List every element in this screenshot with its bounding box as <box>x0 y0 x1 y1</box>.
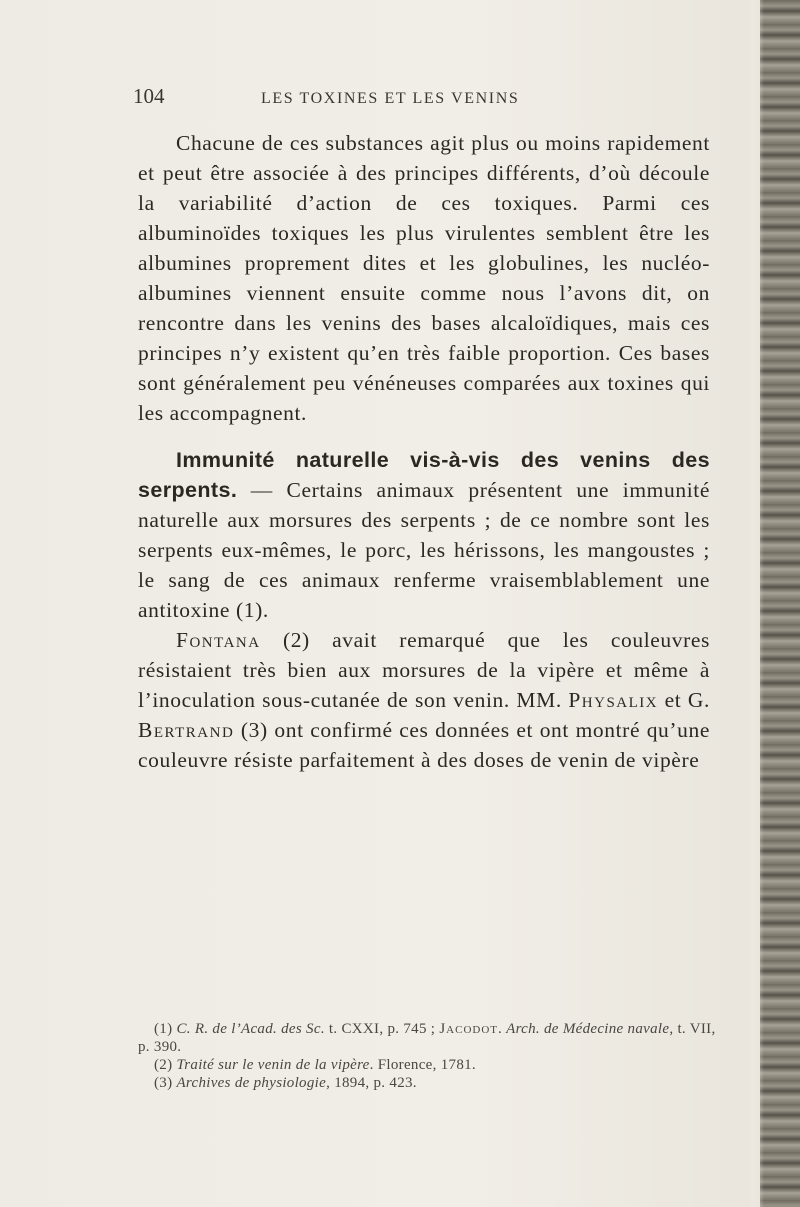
footnote-2 <box>138 1056 718 1074</box>
footnote-1-text2: . <box>498 1021 507 1037</box>
paragraph-1: Chacune de ces substances agit plus ou moins rapidement et peut être associée à des principes différents, d’où découle la variabilité d’action de ces toxiques. Parmi ces albuminoïdes toxiques les plus virulentes semblent être les albumines proprement dites et les globulines, les nucléo-albumines viennent ensuite comme nous l’avons dit, on rencontre dans les venins des bases alcaloïdiques, mais ces principes n’y existent qu’en très faible proportion. Ces bases sont généralement peu vénéneuses comparées aux toxines qui les accompagnent. <box>138 131 710 425</box>
footnote-1-author: Jacodot <box>439 1021 498 1037</box>
page-header <box>133 84 723 114</box>
footnotes <box>138 1020 718 1092</box>
footnote-1 <box>138 1020 718 1056</box>
footnote-3-number: (3) <box>154 1075 177 1091</box>
author-bertrand: Bertrand <box>138 718 235 742</box>
paragraph-3-text-c: (3) ont confirmé ces données et ont montré qu’une couleuvre résiste parfaitement à des doses de venin de vipère <box>138 718 710 772</box>
author-physalix: Physalix <box>568 688 659 712</box>
footnote-1-text3: , t. VII, p. 390. <box>138 1021 716 1055</box>
paragraph-3-text-b: et G. <box>658 688 710 712</box>
running-title: LES TOXINES ET LES VENINS <box>261 90 520 107</box>
footnote-2-text: . Florence, 1781. <box>369 1057 476 1073</box>
book-edge <box>760 0 800 1207</box>
footnote-1-text: t. CXXI, p. 745 ; <box>324 1021 440 1037</box>
paragraph-3 <box>138 625 710 775</box>
footnote-3-text: , 1894, p. 423. <box>326 1075 417 1091</box>
footnote-2-title: Traité sur le venin de la vipère <box>176 1057 370 1073</box>
footnote-1-number: (1) <box>154 1021 177 1037</box>
footnote-1-title2: Arch. de Médecine navale <box>506 1021 670 1037</box>
paragraph-2 <box>138 445 710 625</box>
footnote-1-title: C. R. de l’Acad. des Sc. <box>176 1021 325 1037</box>
page-number: 104 <box>133 84 165 108</box>
body-text <box>138 128 710 775</box>
section-heading: Immunité naturelle vis-à-vis des venins des serpents. <box>138 448 710 502</box>
section-text: — Certains animaux présentent une immunité naturelle aux morsures des serpents ; de ce nombre sont les serpents eux-mêmes, le porc, les hérissons, les mangoustes ; le sang de ces animaux renferme vraisemblablement une antitoxine (1). <box>138 478 710 622</box>
footnote-3 <box>138 1074 718 1092</box>
paragraph-3-text-a: (2) avait remarqué que les couleuvres résistaient très bien aux morsures de la vipère et même à l’inoculation sous-cutanée de son venin. MM. <box>138 628 710 712</box>
author-fontana: Fontana <box>176 628 261 652</box>
footnote-3-title: Archives de physiologie <box>176 1075 327 1091</box>
footnote-2-number: (2) <box>154 1057 177 1073</box>
